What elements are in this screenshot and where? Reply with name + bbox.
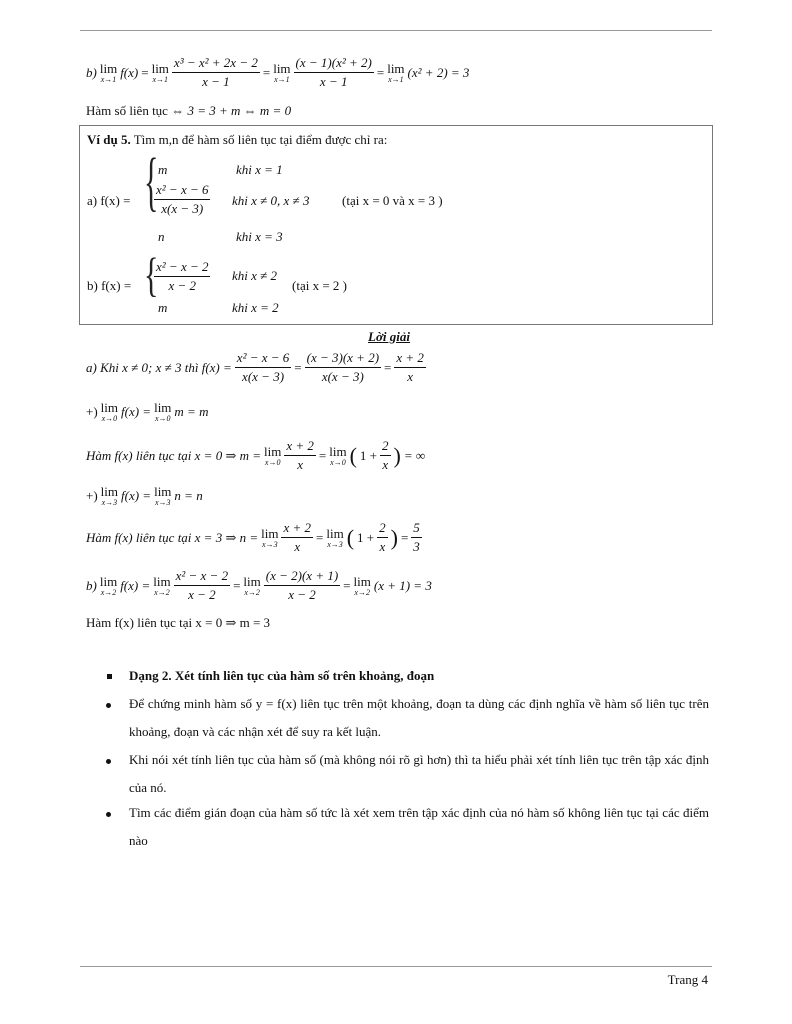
sol-ham0: Hàm f(x) liên tục tại x = 0 ⇒ m = lim x→0 $\frac{x + 2}{x}$ = lim x→0 ( 1 + $\frac{2}{x}$ ) = ∞ xyxy=(86,438,426,473)
example-box: Ví dụ 5. Tìm m,n để hàm số liên tục tại điểm được chỉ ra: a) f(x) = { m khi x = 1 $\frac{\text{x² − x − 6}}{x(x - 3)}$ khi x ≠ 0, x ≠ 3 (tại x = 0 và x = 3 ) n khi x = 3 b) f(x) = { $\frac{\text{x² − x − 2}}{x - 2}$ khi x ≠ 2 (tại x = 2 ) m khi x = 2 xyxy=(79,125,713,325)
solution-title: Lời giải xyxy=(368,329,411,344)
prev-b-line: b) lim x→1 f(x) = lim x→1 $\frac{\text{x³ − x² + 2x − 2}}{x - 1}$ = lim x→1 $\frac{\text{(x − 1)(x² + 2)}}{x - 1}$ = lim x→1 (x² + 2) = 3 xyxy=(86,55,470,90)
dang2-heading: Dạng 2. Xét tính liên tục của hàm số trên khoảng, đoạn xyxy=(129,668,435,683)
case-a2: $\frac{\text{x² − x − 6}}{x(x - 3)}$ xyxy=(156,182,209,217)
example-title-line: Ví dụ 5. Tìm m,n để hàm số liên tục tại điểm được chỉ ra: xyxy=(87,132,388,147)
continuity-line: Hàm số liên tục ⇔ 3 = 3 + m ⇔ m = 0 xyxy=(86,103,292,118)
footer-rule xyxy=(80,966,712,967)
lim: lim x→1 xyxy=(387,60,405,84)
brace-a: { xyxy=(144,145,159,219)
case-b-label: b) f(x) = xyxy=(87,278,132,293)
sol-ham3: Hàm f(x) liên tục tại x = 3 ⇒ n = lim x→3 $\frac{x + 2}{x}$ = lim x→3 ( 1 + $\frac{2}{x}$ ) = $\frac{5}{3}$ xyxy=(86,520,420,555)
sol-b-line: b) lim x→2 f(x) = lim x→2 $\frac{\text{x² − x − 2}}{x - 2}$ = lim x→2 $\frac{(x - 2)(x + 1)}{x - 2}$ = lim x→2 (x + 1) = 3 xyxy=(86,568,432,603)
lim: lim x→1 xyxy=(273,60,291,84)
lim: lim x→1 xyxy=(151,60,169,84)
fraction: $\frac{\text{x³ − x² + 2x − 2}}{x - 1}$ xyxy=(173,55,258,90)
sol-lim3: +) lim x→3 f(x) = lim x→3 n = n xyxy=(86,484,203,507)
lim: lim x→1 xyxy=(99,60,118,84)
bullet-icon xyxy=(106,759,111,764)
sol-a-line: a) Khi x ≠ 0; x ≠ 3 thì f(x) = $\frac{\text{x² − x − 6}}{x(x - 3)}$ = $\frac{(x - 3)(x + 2)}{x(x - 3)}$ = $\frac{x + 2}{x}$ xyxy=(86,350,424,385)
bullet-icon xyxy=(106,703,111,708)
dang2-bullet1: Để chứng minh hàm số y = f(x) liên tục trên một khoảng, đoạn ta dùng các định nghĩa về hàm số liên tục trên khoảng, đoạn và các nhận xét để suy ra kết luận. xyxy=(129,696,709,739)
fraction: $\frac{\text{(x − 1)(x² + 2)}}{x - 1}$ xyxy=(295,55,372,90)
header-rule xyxy=(80,30,712,31)
square-bullet-icon xyxy=(107,674,112,679)
func: f(x) xyxy=(120,64,139,80)
brace-b: { xyxy=(144,248,159,302)
case-a-label: a) f(x) = xyxy=(87,193,131,208)
label: b) xyxy=(86,64,97,80)
sol-lim0: +) lim x→0 f(x) = lim x→0 m = m xyxy=(86,400,209,423)
bullet-icon xyxy=(106,812,111,817)
dang2-bullet2: Khi nói xét tính liên tục của hàm số (mà không nói rõ gì hơn) thì ta hiểu phải xét tính liên tục trên tập xác định của nó. xyxy=(129,752,709,795)
page-number: Trang 4 xyxy=(667,972,708,987)
sol-ham-b: Hàm f(x) liên tục tại x = 0 ⇒ m = 3 xyxy=(86,615,271,630)
tail: (x² + 2) = 3 xyxy=(407,64,470,80)
case-b1: $\frac{\text{x² − x − 2}}{x - 2}$ xyxy=(156,259,209,294)
dang2-bullet3: Tìm các điểm gián đoạn của hàm số tức là xét xem trên tập xác định của nó hàm số không liên tục tại các điểm nào xyxy=(129,805,709,848)
